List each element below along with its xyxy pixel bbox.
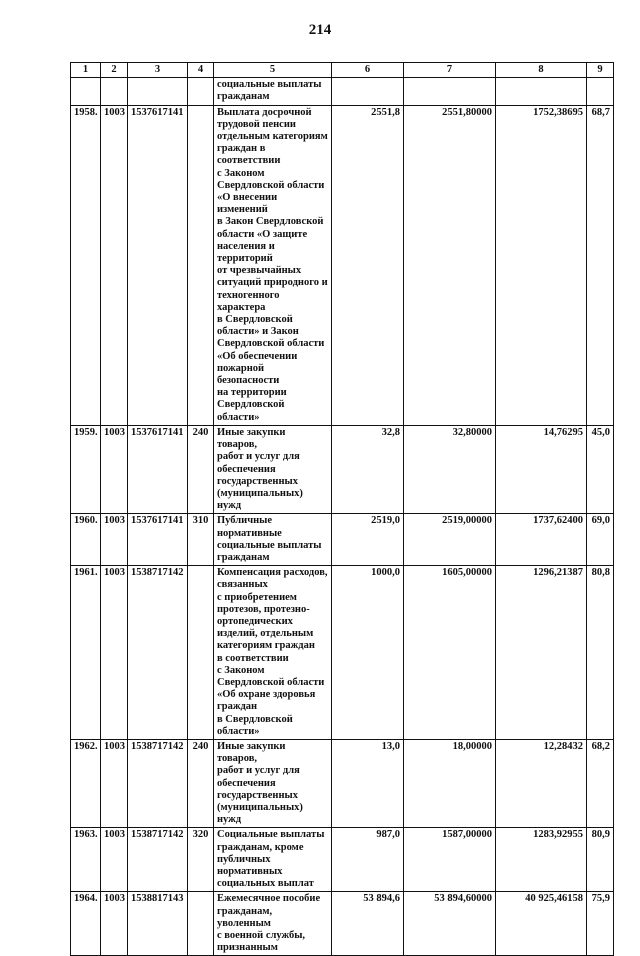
- approved-amount: 53 894,60000: [404, 892, 496, 956]
- row-number: 1959.: [71, 425, 101, 513]
- planned-amount: 32,8: [332, 425, 404, 513]
- item-description: Социальные выплаты гражданам, кроме публичных нормативных социальных выплат: [214, 828, 332, 892]
- expense-type-code: 240: [188, 739, 214, 827]
- table-row: [71, 739, 614, 827]
- table-body: [71, 78, 614, 956]
- table-row: [71, 105, 614, 425]
- executed-amount: 14,76295: [496, 425, 587, 513]
- grbs-code: 1003: [101, 892, 128, 956]
- approved-amount: 1605,00000: [404, 566, 496, 740]
- header-col-9: 9: [587, 63, 614, 78]
- expense-type-code: 240: [188, 425, 214, 513]
- target-article-code: 1537617141: [128, 514, 188, 566]
- expense-type-code: [188, 566, 214, 740]
- planned-amount: 987,0: [332, 828, 404, 892]
- row-number: [71, 78, 101, 105]
- approved-amount: 32,80000: [404, 425, 496, 513]
- approved-amount: 2519,00000: [404, 514, 496, 566]
- header-row: [71, 63, 614, 78]
- item-description: Ежемесячное пособие гражданам, уволенным с военной службы, признанным: [214, 892, 332, 956]
- table-row: [71, 514, 614, 566]
- planned-amount: 13,0: [332, 739, 404, 827]
- execution-percent: 45,0: [587, 425, 614, 513]
- executed-amount: 40 925,46158: [496, 892, 587, 956]
- target-article-code: 1538817143: [128, 892, 188, 956]
- table-row: [71, 566, 614, 740]
- execution-percent: 75,9: [587, 892, 614, 956]
- table-row: [71, 828, 614, 892]
- target-article-code: 1537617141: [128, 105, 188, 425]
- header-col-8: 8: [496, 63, 587, 78]
- grbs-code: [101, 78, 128, 105]
- target-article-code: 1538717142: [128, 739, 188, 827]
- table-row: [71, 425, 614, 513]
- expense-type-code: 310: [188, 514, 214, 566]
- header-col-2: 2: [101, 63, 128, 78]
- header-col-7: 7: [404, 63, 496, 78]
- executed-amount: 1296,21387: [496, 566, 587, 740]
- approved-amount: 2551,80000: [404, 105, 496, 425]
- target-article-code: [128, 78, 188, 105]
- planned-amount: 2519,0: [332, 514, 404, 566]
- executed-amount: 1737,62400: [496, 514, 587, 566]
- row-number: 1960.: [71, 514, 101, 566]
- expense-type-code: [188, 78, 214, 105]
- target-article-code: 1538717142: [128, 566, 188, 740]
- item-description: Выплата досрочной трудовой пенсии отдельным категориям граждан в соответствии с Законом Свердловской области «О внесении изменений в Закон Свердловской области «О защите населения и территорий от чрезвычайных ситуаций природного и техногенного характера в Свердловской области» и Закон Свердловской области «Об обеспечении пожарной безопасности на территории Свердловской области»: [214, 105, 332, 425]
- table-row: [71, 78, 614, 105]
- target-article-code: 1538717142: [128, 828, 188, 892]
- target-article-code: 1537617141: [128, 425, 188, 513]
- item-description: Публичные нормативные социальные выплаты гражданам: [214, 514, 332, 566]
- table-row: [71, 892, 614, 956]
- execution-percent: [587, 78, 614, 105]
- item-description: Иные закупки товаров, работ и услуг для обеспечения государственных (муниципальных) нужд: [214, 739, 332, 827]
- execution-percent: 80,8: [587, 566, 614, 740]
- grbs-code: 1003: [101, 105, 128, 425]
- grbs-code: 1003: [101, 425, 128, 513]
- expense-type-code: 320: [188, 828, 214, 892]
- executed-amount: [496, 78, 587, 105]
- row-number: 1961.: [71, 566, 101, 740]
- approved-amount: 18,00000: [404, 739, 496, 827]
- planned-amount: [332, 78, 404, 105]
- grbs-code: 1003: [101, 514, 128, 566]
- planned-amount: 53 894,6: [332, 892, 404, 956]
- grbs-code: 1003: [101, 566, 128, 740]
- item-description: Компенсация расходов, связанных с приобретением протезов, протезно- ортопедических изделий, отдельным категориям граждан в соответствии с Законом Свердловской области «Об охране здоровья граждан в Свердловской области»: [214, 566, 332, 740]
- executed-amount: 1283,92955: [496, 828, 587, 892]
- header-col-3: 3: [128, 63, 188, 78]
- execution-percent: 68,7: [587, 105, 614, 425]
- grbs-code: 1003: [101, 739, 128, 827]
- approved-amount: [404, 78, 496, 105]
- execution-percent: 80,9: [587, 828, 614, 892]
- row-number: 1963.: [71, 828, 101, 892]
- executed-amount: 1752,38695: [496, 105, 587, 425]
- item-description: Иные закупки товаров, работ и услуг для обеспечения государственных (муниципальных) нужд: [214, 425, 332, 513]
- expense-type-code: [188, 892, 214, 956]
- grbs-code: 1003: [101, 828, 128, 892]
- header-col-5: 5: [214, 63, 332, 78]
- header-col-1: 1: [71, 63, 101, 78]
- expense-type-code: [188, 105, 214, 425]
- executed-amount: 12,28432: [496, 739, 587, 827]
- approved-amount: 1587,00000: [404, 828, 496, 892]
- planned-amount: 1000,0: [332, 566, 404, 740]
- budget-table: [70, 62, 614, 956]
- row-number: 1964.: [71, 892, 101, 956]
- execution-percent: 68,2: [587, 739, 614, 827]
- header-col-6: 6: [332, 63, 404, 78]
- planned-amount: 2551,8: [332, 105, 404, 425]
- page-number: 214: [308, 22, 332, 38]
- item-description: социальные выплаты гражданам: [214, 78, 332, 105]
- row-number: 1958.: [71, 105, 101, 425]
- header-col-4: 4: [188, 63, 214, 78]
- execution-percent: 69,0: [587, 514, 614, 566]
- row-number: 1962.: [71, 739, 101, 827]
